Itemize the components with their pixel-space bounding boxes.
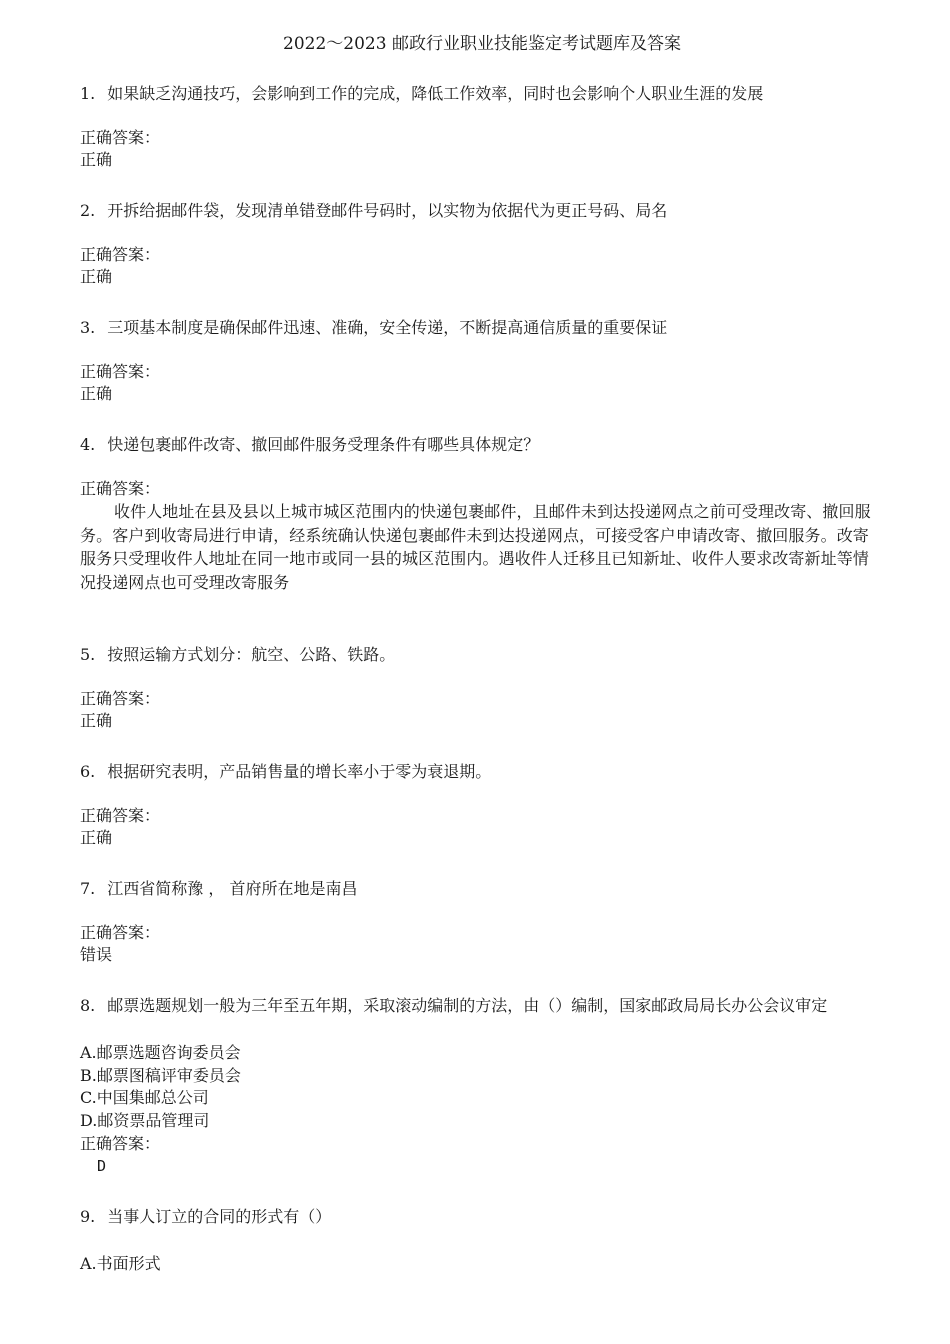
question-number: 1.	[80, 84, 96, 103]
answer-value: 错误	[80, 945, 113, 964]
question-text	[80, 433, 880, 457]
question-item	[80, 82, 880, 171]
question-text	[80, 316, 880, 340]
answer-value: D	[97, 1156, 107, 1175]
question-stem: 按照运输方式划分：航空、公路、铁路。	[107, 645, 396, 664]
question-number: 6.	[80, 762, 96, 781]
answer-label: 正确答案：	[80, 245, 161, 264]
question-text	[80, 643, 880, 667]
answer-value: 正确	[80, 711, 113, 730]
question-number: 7.	[80, 879, 96, 898]
option-list	[80, 1253, 880, 1276]
question-item	[80, 1205, 880, 1276]
question-stem: 当事人订立的合同的形式有（）	[107, 1206, 332, 1226]
question-number: 9.	[80, 1206, 96, 1226]
option-item: D.邮资票品管理司	[80, 1111, 210, 1131]
question-item	[80, 877, 880, 966]
question-stem: 开拆给据邮件袋，发现清单错登邮件号码时，以实物为依据代为更正号码、局名	[107, 201, 668, 220]
question-stem: 根据研究表明，产品销售量的增长率小于零为衰退期。	[107, 762, 492, 781]
question-item	[80, 316, 880, 405]
answer-value: 正确	[80, 267, 113, 286]
question-number: 2.	[80, 201, 96, 220]
question-stem: 邮票选题规划一般为三年至五年期，采取滚动编制的方法，由（）编制，国家邮政局局长办公会议审定	[107, 996, 828, 1015]
question-stem: 快递包裹邮件改寄、撤回邮件服务受理条件有哪些具体规定？	[107, 435, 540, 454]
answer-value: 收件人地址在县及县以上城市城区范围内的快递包裹邮件，且邮件未到达投递网点之前可受理改寄、撤回服务。客户到收寄局进行申请，经系统确认快递包裹邮件未到达投递网点，可接受客户申请改寄、撤回服务。改寄服务只受理收件人地址在同一地市或同一县的城区范围内。遇收件人迁移且已知新址、收件人要求改寄新址等情况投递网点也可受理改寄服务	[80, 502, 871, 592]
question-item	[80, 643, 880, 732]
question-item	[80, 199, 880, 288]
question-text	[80, 877, 880, 901]
question-number: 4.	[80, 435, 96, 454]
question-text	[80, 760, 880, 784]
answer-label: 正确答案：	[80, 1133, 161, 1153]
question-text	[80, 199, 880, 223]
question-number: 5.	[80, 645, 96, 664]
question-text	[80, 1205, 880, 1229]
question-item	[80, 994, 880, 1177]
question-item	[80, 433, 880, 594]
answer-label: 正确答案：	[80, 479, 161, 498]
question-number: 8.	[80, 996, 96, 1015]
question-text	[80, 82, 880, 106]
option-list	[80, 1042, 880, 1133]
question-text	[80, 994, 880, 1018]
question-stem: 江西省简称豫 ， 首府所在地是南昌	[107, 879, 358, 898]
answer-value: 正确	[80, 150, 113, 169]
question-stem: 如果缺乏沟通技巧，会影响到工作的完成，降低工作效率，同时也会影响个人职业生涯的发展	[107, 84, 764, 103]
question-stem: 三项基本制度是确保邮件迅速、准确，安全传递，不断提高通信质量的重要保证	[107, 318, 668, 337]
answer-value: 正确	[80, 828, 113, 847]
answer-value: 正确	[80, 384, 113, 403]
answer-label: 正确答案：	[80, 923, 161, 942]
question-number: 3.	[80, 318, 96, 337]
question-item	[80, 760, 880, 849]
answer-label: 正确答案：	[80, 689, 161, 708]
document-title: 2022～2023 邮政行业职业技能鉴定考试题库及答案	[283, 34, 681, 54]
answer-label: 正确答案：	[80, 806, 161, 825]
option-item: A.书面形式	[80, 1253, 161, 1273]
answer-label: 正确答案：	[80, 362, 161, 381]
option-item: B.邮票图稿评审委员会	[80, 1065, 241, 1085]
answer-label: 正确答案：	[80, 128, 161, 147]
option-item: A.邮票选题咨询委员会	[80, 1043, 241, 1062]
option-item: C.中国集邮总公司	[80, 1088, 209, 1108]
